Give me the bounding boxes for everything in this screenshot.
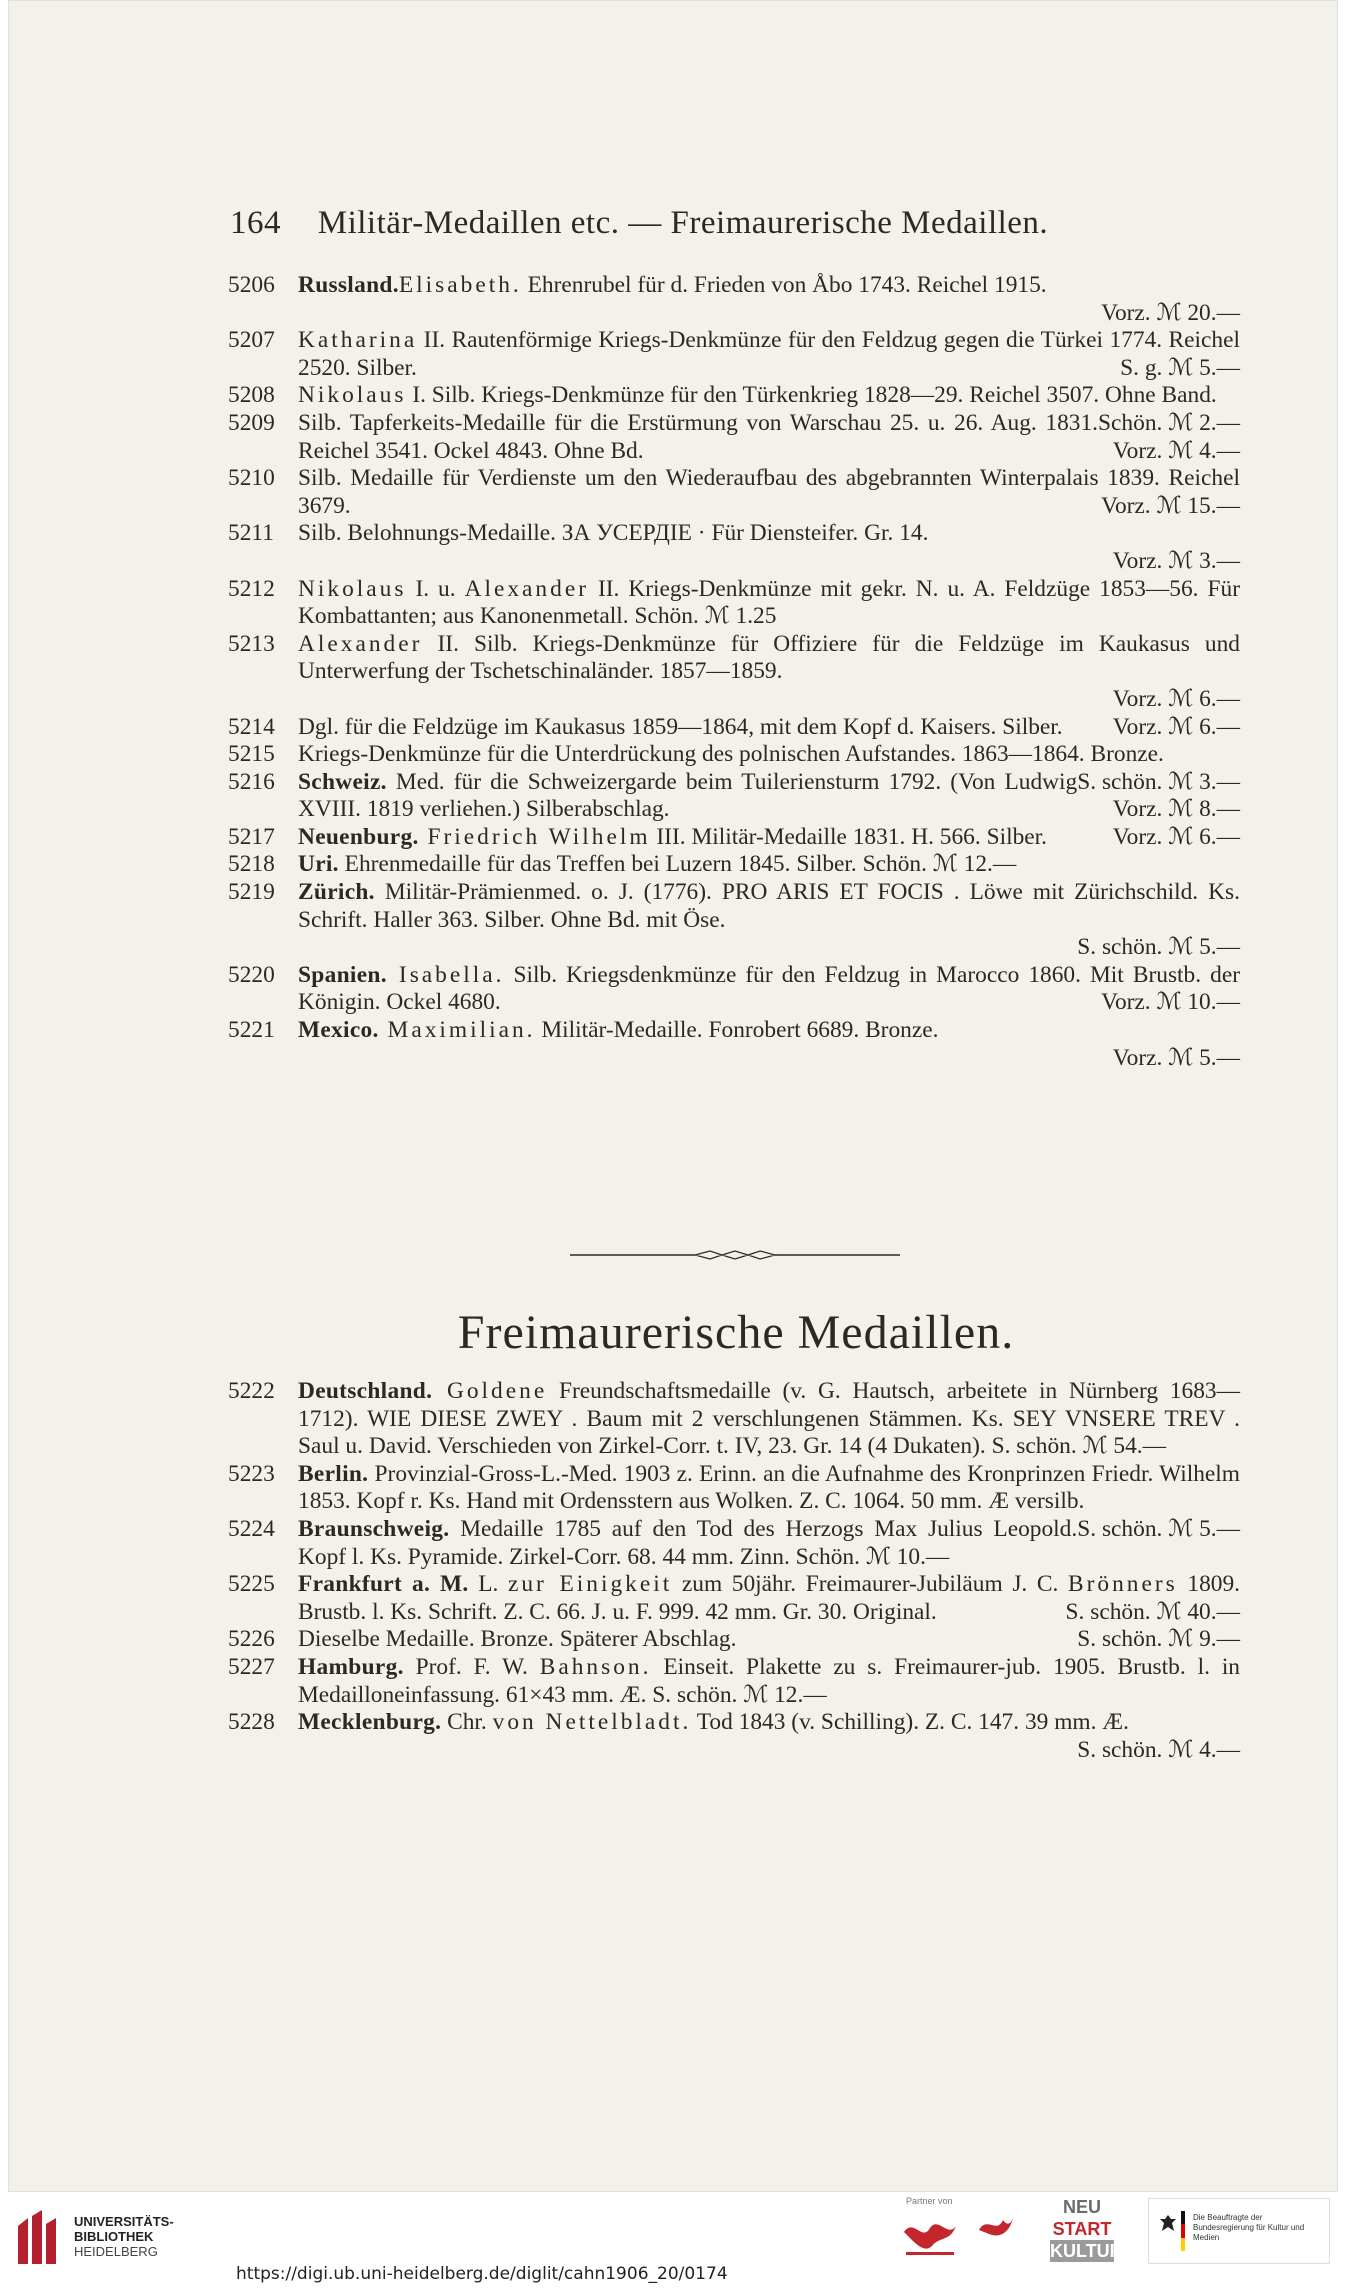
entry-description: Prof. F. W. xyxy=(403,1653,540,1680)
entry-description: Silb. Belohnungs-Medaille. ЗА УСЕРДІЕ · Für Diensteifer. Gr. 14. xyxy=(298,520,929,547)
entry-description: Silb. Kriegsdenkmünze für den Feldzug in Marocco 1860. Mit Brustb. der Königin. Ockel 4680. xyxy=(298,961,1240,1016)
entry-name: Friedrich Wilhelm xyxy=(418,823,651,850)
entry-price: Vorz. ℳ 10.— xyxy=(1101,989,1240,1016)
entry-country: Hamburg. xyxy=(298,1653,404,1680)
university-library-name xyxy=(74,2214,174,2259)
entry-description: Militär-Prämienmed. o. J. (1776). PRO ARIS ET FOCIS . Löwe mit Zürichschild. Ks. Schrift. Haller 363. Silber. Ohne Bd. mit Öse. xyxy=(298,879,1240,933)
catalog-entry xyxy=(228,520,1240,575)
entry-country: Mecklenburg. xyxy=(298,1709,442,1736)
entry-number: 5211 xyxy=(228,520,274,547)
entry-number: 5208 xyxy=(228,382,275,409)
entry-country: Mexico. xyxy=(298,1017,379,1044)
uni-line-2: BIBLIOTHEK xyxy=(74,2229,154,2244)
entry-description: II. Rautenförmige Kriegs-Denkmünze für den Feldzug gegen die Türkei 1774. Reichel 2520. Silber. xyxy=(298,327,1240,381)
entry-price: S. schön. ℳ 3.— xyxy=(1077,768,1240,795)
entry-description: Ehrenmedaille für das Treffen bei Luzern 1845. Silber. Schön. ℳ 12.— xyxy=(338,851,1017,878)
entry-description: zum 50jähr. Freimaurer-Jubiläum J. C. xyxy=(672,1571,1068,1598)
entry-price: S. schön. ℳ 9.— xyxy=(1077,1626,1240,1653)
permalink-url[interactable]: https://digi.ub.uni-heidelberg.de/diglit/cahn1906_20/0174 xyxy=(236,2264,728,2284)
catalog-entry xyxy=(228,714,1240,742)
entry-description: Einseit. Plakette zu s. Freimaurer-jub. 1905. Brustb. l. in Medailloneinfassung. 61×43 mm. Æ. S. schön. ℳ 12.— xyxy=(298,1653,1241,1708)
catalog-entry xyxy=(228,272,1240,327)
entry-number: 5210 xyxy=(228,465,275,492)
entry-price: S. schön. ℳ 4.— xyxy=(1077,1736,1240,1763)
entry-price: Vorz. ℳ 4.— xyxy=(1112,437,1240,464)
catalog-entry xyxy=(228,465,1240,520)
entry-number: 5225 xyxy=(228,1571,275,1598)
entry-description: Silb. Medaille für Verdienste um den Wiederaufbau des abgebrannten Winterpalais 1839. Reichel 3679. xyxy=(298,465,1240,519)
entry-country: Schweiz. xyxy=(298,768,387,795)
entry-price: S. schön. ℳ 5.— xyxy=(1077,1515,1240,1542)
german-flag-icon xyxy=(1181,2211,1185,2251)
catalog-entry xyxy=(228,1017,1240,1072)
entry-description: Militär-Medaille. Fonrobert 6689. Bronze. xyxy=(535,1017,939,1044)
entry-number: 5226 xyxy=(228,1626,275,1653)
entry-price: Vorz. ℳ 3.— xyxy=(1112,547,1240,574)
catalog-entry xyxy=(228,962,1240,1017)
entry-description: Silb. Tapferkeits-Medaille für die Erstürmung von Warschau 25. u. 26. Aug. 1831. Reichel 3541. Ockel 4843. Ohne Bd. xyxy=(298,409,1099,464)
catalog-entry xyxy=(228,1626,1240,1654)
entry-name: Isabella. xyxy=(386,961,505,988)
entry-price: Vorz. ℳ 8.— xyxy=(1112,796,1240,823)
entry-price: Vorz. ℳ 5.— xyxy=(1112,1044,1240,1071)
entry-name: Brönners xyxy=(1067,1571,1178,1598)
entry-description: Freundschaftsmedaille (v. G. Hautsch, arbeitete in Nürnberg 1683—1712). WIE DIESE ZWEY . Baum mit 2 verschlungenen Stämmen. Ks. SEY VNSERE TREV . Saul u. David. Verschieden von Zirkel-Corr. t. IV, 23. Gr. 14 (4 Dukaten). S. schön. ℳ 54.— xyxy=(298,1378,1240,1460)
entry-number: 5206 xyxy=(228,272,275,298)
masonic-medal-list xyxy=(228,1378,1240,1764)
entry-name: Nikolaus xyxy=(298,382,407,409)
catalog-entry xyxy=(228,576,1240,631)
uni-line-1: UNIVERSITÄTS- xyxy=(74,2214,174,2229)
partner-label: Partner von xyxy=(906,2196,953,2206)
catalog-entry xyxy=(228,851,1240,879)
entry-country: Neuenburg. xyxy=(298,823,419,850)
entry-description: II. Kriegs-Denkmünze mit gekr. N. u. A. Feldzüge 1853—56. Für Kombattanten; aus Kanonenmetall. Schön. ℳ 1.25 xyxy=(298,575,1240,630)
university-library-logo-icon xyxy=(14,2208,58,2268)
entry-number: 5224 xyxy=(228,1515,275,1542)
section-divider-ornament xyxy=(570,1250,900,1260)
entry-description: Tod 1843 (v. Schilling). Z. C. 147. 39 mm. Æ. xyxy=(691,1709,1129,1736)
entry-number: 5228 xyxy=(228,1709,275,1736)
entry-country: Russland. xyxy=(298,272,399,298)
entry-description: Med. für die Schweizergarde beim Tuileriensturm 1792. (Von Ludwig XVIII. 1819 verliehen.) Silberabschlag. xyxy=(298,768,1078,823)
entry-number: 5207 xyxy=(228,327,275,354)
entry-number: 5216 xyxy=(228,768,275,795)
entry-number: 5217 xyxy=(228,823,275,850)
entry-name: Alexander xyxy=(464,575,589,602)
catalog-entry xyxy=(228,1571,1240,1626)
catalog-entry xyxy=(228,1378,1240,1461)
bkm-logo xyxy=(1148,2198,1330,2264)
running-title: Militär-Medaillen etc. — Freimaurerische Medaillen. xyxy=(317,205,1049,241)
entry-description: Ehrenrubel für d. Frieden von Åbo 1743. Reichel 1915. xyxy=(521,272,1047,298)
entry-price: Vorz. ℳ 6.— xyxy=(1112,685,1240,712)
military-medal-list xyxy=(228,272,1240,1072)
entry-name: Nikolaus xyxy=(298,575,407,602)
entry-price: Vorz. ℳ 6.— xyxy=(1112,823,1240,850)
running-header xyxy=(230,205,1130,242)
entry-number: 5227 xyxy=(228,1653,275,1680)
entry-number: 5220 xyxy=(228,961,275,988)
entry-price: S. schön. ℳ 40.— xyxy=(1065,1598,1240,1625)
entry-description: Chr. xyxy=(441,1709,493,1736)
entry-name: zur Einigkeit xyxy=(507,1571,673,1598)
entry-price: S. schön. ℳ 5.— xyxy=(1077,934,1240,961)
entry-name: Katharina xyxy=(298,327,418,354)
entry-name: Maximilian. xyxy=(378,1017,536,1044)
catalog-entry xyxy=(228,327,1240,382)
entry-country: Deutschland. xyxy=(298,1378,433,1404)
entry-price: Vorz. ℳ 20.— xyxy=(1101,299,1240,326)
entry-country: Spanien. xyxy=(298,961,387,988)
federal-eagle-icon xyxy=(1159,2213,1177,2235)
entry-price: Vorz. ℳ 15.— xyxy=(1101,492,1240,519)
entry-description: 1809. Brustb. l. Ks. Schrift. Z. C. 66. J. u. F. 999. 42 mm. Gr. 30. Original. xyxy=(298,1571,1241,1625)
entry-country: Braunschweig. xyxy=(298,1515,450,1542)
catalog-entry xyxy=(228,1709,1240,1763)
entry-description: L. xyxy=(468,1571,508,1598)
bkm-name: Die Beauftragte der Bundesregierung für Kultur und Medien xyxy=(1193,2213,1305,2242)
entry-name: Bahnson. xyxy=(539,1653,652,1680)
entry-number: 5213 xyxy=(228,630,275,657)
entry-description: I. u. xyxy=(406,575,465,602)
catalog-entry xyxy=(228,769,1240,824)
entry-description: Dieselbe Medaille. Bronze. Späterer Abschlag. xyxy=(298,1626,737,1653)
neustart-kultur-logo xyxy=(1044,2196,1123,2276)
catalog-entry xyxy=(228,631,1240,714)
entry-number: 5219 xyxy=(228,879,275,906)
entry-country: Berlin. xyxy=(298,1460,369,1487)
entry-number: 5209 xyxy=(228,409,275,436)
neustart-line-1: NEU xyxy=(1062,2197,1101,2217)
entry-description: II. Silb. Kriegs-Denkmünze für Offiziere für die Feldzüge im Kaukasus und Unterwerfung der Tschetschinaländer. 1857—1859. xyxy=(298,630,1240,685)
catalog-entry xyxy=(228,410,1240,465)
uni-line-3: HEIDELBERG xyxy=(74,2244,158,2259)
entry-number: 5214 xyxy=(228,713,275,740)
partner-bird-icon xyxy=(975,2210,1015,2242)
entry-country: Frankfurt a. M. xyxy=(298,1571,469,1598)
entry-number: 5223 xyxy=(228,1460,275,1487)
entry-description: I. Silb. Kriegs-Denkmünze für den Türkenkrieg 1828—29. Reichel 3507. Ohne Band. xyxy=(406,382,1217,409)
entry-price: S. g. ℳ 5.— xyxy=(1120,354,1240,381)
entry-number: 5212 xyxy=(228,575,275,602)
entry-description: Provinzial-Gross-L.-Med. 1903 z. Erinn. an die Aufnahme des Kronprinzen Friedr. Wilhelm 1853. Kopf r. Ks. Hand mit Ordensstern aus Wolken. Z. C. 1064. 50 mm. Æ versilb. xyxy=(298,1460,1240,1515)
catalog-entry xyxy=(228,1516,1240,1571)
ddb-partner-logo-icon xyxy=(900,2208,960,2258)
entry-price: Vorz. ℳ 6.— xyxy=(1112,713,1240,740)
catalog-entry xyxy=(228,824,1240,852)
neustart-line-2: START xyxy=(1052,2219,1112,2239)
entry-description: III. Militär-Medaille 1831. H. 566. Silber. xyxy=(650,823,1047,850)
entry-price: Schön. ℳ 2.— xyxy=(1098,409,1240,436)
entry-number: 5218 xyxy=(228,851,275,878)
neustart-line-3: KULTUR xyxy=(1050,2241,1123,2261)
entry-name: Goldene xyxy=(432,1378,548,1404)
entry-number: 5215 xyxy=(228,741,275,768)
page-number: 164 xyxy=(230,205,281,241)
entry-name: von Nettelbladt. xyxy=(492,1709,692,1736)
section-title: Freimaurerische Medaillen. xyxy=(457,1306,1015,1359)
entry-description: Medaille 1785 auf den Tod des Herzogs Max Julius Leopold. Kopf l. Ks. Pyramide. Zirkel-Corr. 68. 44 mm. Zinn. Schön. ℳ 10.— xyxy=(298,1515,1078,1570)
catalog-entry xyxy=(228,879,1240,962)
entry-name: Elisabeth. xyxy=(398,272,522,298)
entry-description: Kriegs-Denkmünze für die Unterdrückung des polnischen Aufstandes. 1863—1864. Bronze. xyxy=(298,741,1164,768)
entry-number: 5221 xyxy=(228,1017,275,1044)
entry-country: Zürich. xyxy=(298,879,375,906)
catalog-entry xyxy=(228,1654,1240,1709)
entry-description: Dgl. für die Feldzüge im Kaukasus 1859—1864, mit dem Kopf d. Kaisers. Silber. xyxy=(298,713,1063,740)
entry-number: 5222 xyxy=(228,1378,275,1404)
entry-name: Alexander xyxy=(298,630,423,657)
entry-country: Uri. xyxy=(298,851,339,878)
